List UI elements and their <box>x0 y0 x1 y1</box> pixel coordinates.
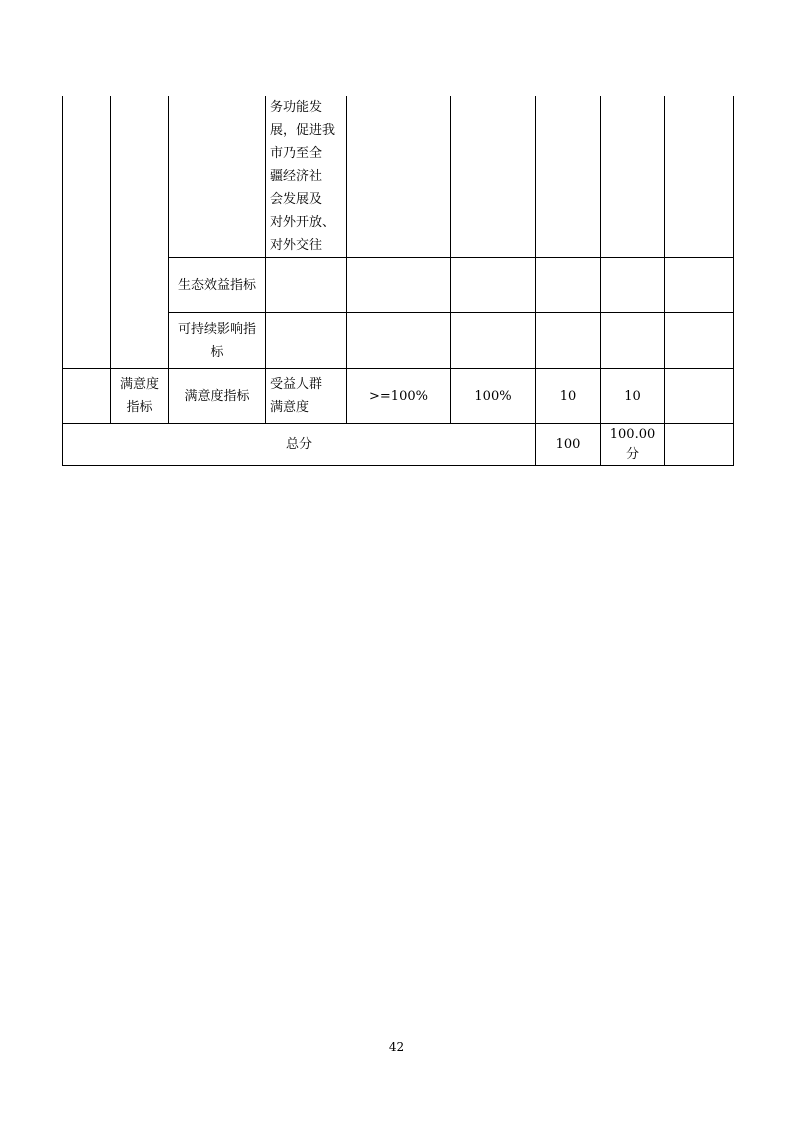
total-weight: 100 <box>536 424 601 466</box>
indicator-cell: 可持续影响指 标 <box>169 313 266 369</box>
actual-cell <box>451 96 536 258</box>
table-row <box>63 369 734 424</box>
score-cell: 10 <box>601 369 665 424</box>
weight-cell <box>536 313 601 369</box>
target-cell: >=100% <box>347 369 451 424</box>
weight-cell: 10 <box>536 369 601 424</box>
level3-cell <box>169 96 266 258</box>
description-cell: 务功能发 展，促进我 市乃至全 疆经济社 会发展及 对外开放、 对外交往 <box>266 96 347 258</box>
page-number: 42 <box>388 1040 405 1054</box>
indicator-cell: 生态效益指标 <box>169 258 266 313</box>
target-cell <box>347 96 451 258</box>
target-cell <box>347 258 451 313</box>
level1-cell <box>63 96 111 369</box>
remark-cell <box>665 313 734 369</box>
score-cell <box>601 258 665 313</box>
score-cell <box>601 313 665 369</box>
total-label: 总分 <box>63 424 536 466</box>
performance-table <box>62 96 734 466</box>
target-cell <box>347 313 451 369</box>
description-cell <box>266 313 347 369</box>
remark-cell <box>665 96 734 258</box>
actual-cell <box>451 258 536 313</box>
remark-cell <box>665 258 734 313</box>
remark-cell <box>665 369 734 424</box>
description-cell <box>266 258 347 313</box>
weight-cell <box>536 258 601 313</box>
level1-cell <box>63 369 111 424</box>
indicator-cell: 满意度指标 <box>169 369 266 424</box>
score-cell <box>601 96 665 258</box>
actual-cell: 100% <box>451 369 536 424</box>
level2-cell <box>111 96 169 369</box>
total-remark <box>665 424 734 466</box>
actual-cell <box>451 313 536 369</box>
total-row <box>63 424 734 466</box>
category-cell: 满意度 指标 <box>111 369 169 424</box>
weight-cell <box>536 96 601 258</box>
total-score: 100.00 分 <box>601 424 665 466</box>
item-cell: 受益人群 满意度 <box>266 369 347 424</box>
table-row <box>63 96 734 258</box>
